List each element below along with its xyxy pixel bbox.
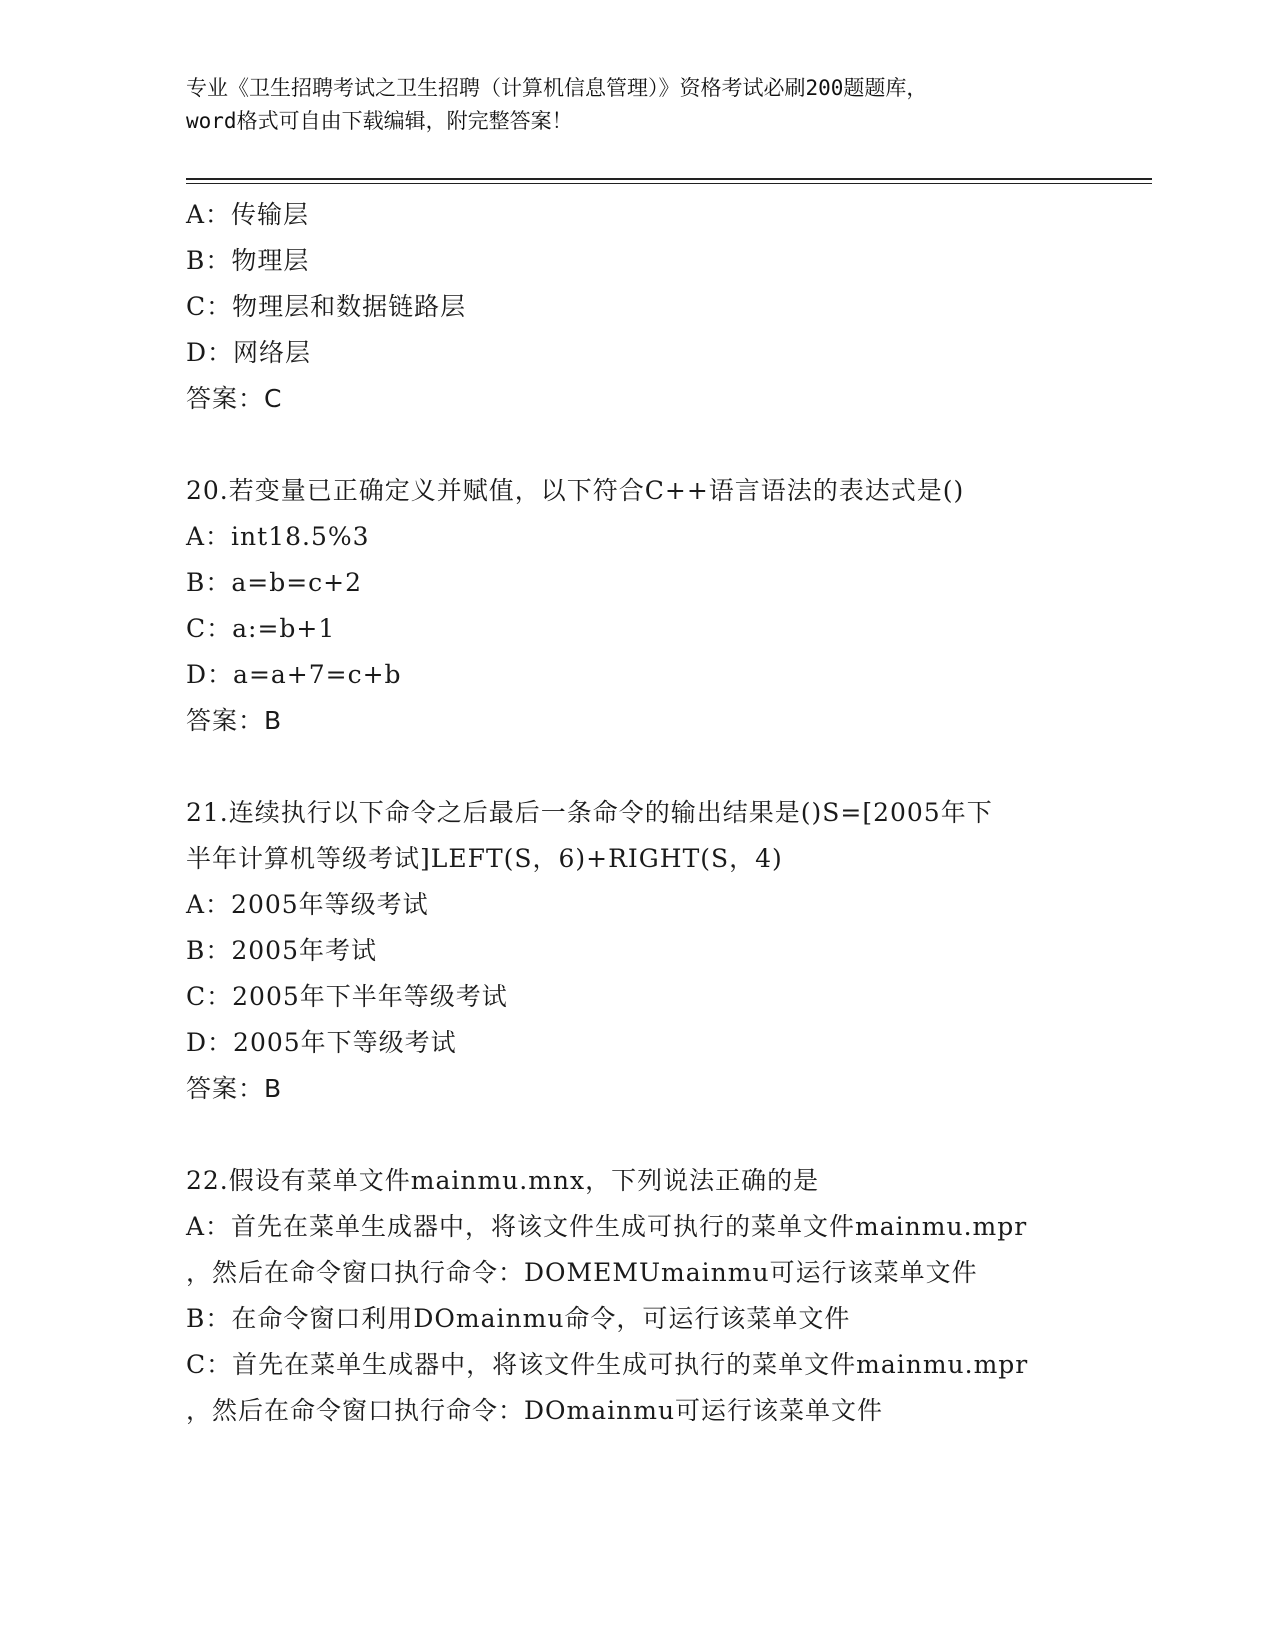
option-d: D：2005年下等级考试: [186, 1028, 457, 1057]
option-c: C：a:=b+1: [186, 614, 336, 643]
option-d: D：网络层: [186, 338, 312, 367]
option-b: B：a=b=c+2: [186, 568, 363, 597]
option-a: A：2005年等级考试: [186, 890, 429, 919]
option-c: C：物理层和数据链路层: [186, 292, 467, 321]
question-20: [186, 468, 1146, 744]
question-21: [186, 790, 1146, 1112]
question-text: 22.假设有菜单文件mainmu.mnx，下列说法正确的是: [186, 1166, 820, 1195]
option-c-line-1: C：首先在菜单生成器中，将该文件生成可执行的菜单文件mainmu.mpr: [186, 1350, 1029, 1379]
header-line-2: word格式可自由下载编辑，附完整答案！: [186, 109, 573, 133]
question-19: [186, 192, 1146, 422]
option-a: A：int18.5%3: [186, 522, 370, 551]
header-divider-bottom: [186, 183, 1152, 184]
spacer: [186, 422, 1146, 468]
question-text-line-1: 21.连续执行以下命令之后最后一条命令的输出结果是()S=[2005年下: [186, 798, 993, 827]
spacer: [186, 744, 1146, 790]
option-b: B：物理层: [186, 246, 310, 275]
question-list: [186, 192, 1146, 1434]
question-text: 20.若变量已正确定义并赋值，以下符合C++语言语法的表达式是(): [186, 476, 965, 505]
answer: 答案：B: [186, 1074, 283, 1103]
question-22: [186, 1158, 1146, 1434]
option-d: D：a=a+7=c+b: [186, 660, 402, 689]
option-c-line-2: ，然后在命令窗口执行命令：DOmainmu可运行该菜单文件: [186, 1396, 884, 1425]
option-a-line-1: A：首先在菜单生成器中，将该文件生成可执行的菜单文件mainmu.mpr: [186, 1212, 1028, 1241]
answer: 答案：B: [186, 706, 283, 735]
document-header: [186, 72, 1086, 138]
option-a-line-2: ，然后在命令窗口执行命令：DOMEMUmainmu可运行该菜单文件: [186, 1258, 978, 1287]
answer: 答案：C: [186, 384, 283, 413]
spacer: [186, 1112, 1146, 1158]
question-text-line-2: 半年计算机等级考试]LEFT(S，6)+RIGHT(S，4): [186, 844, 783, 873]
option-a: A：传输层: [186, 200, 310, 229]
header-line-1: 专业《卫生招聘考试之卫生招聘（计算机信息管理）》资格考试必刷200题题库，: [186, 76, 928, 100]
option-b: B：在命令窗口利用DOmainmu命令，可运行该菜单文件: [186, 1304, 851, 1333]
option-b: B：2005年考试: [186, 936, 377, 965]
header-divider-top: [186, 178, 1152, 180]
option-c: C：2005年下半年等级考试: [186, 982, 508, 1011]
